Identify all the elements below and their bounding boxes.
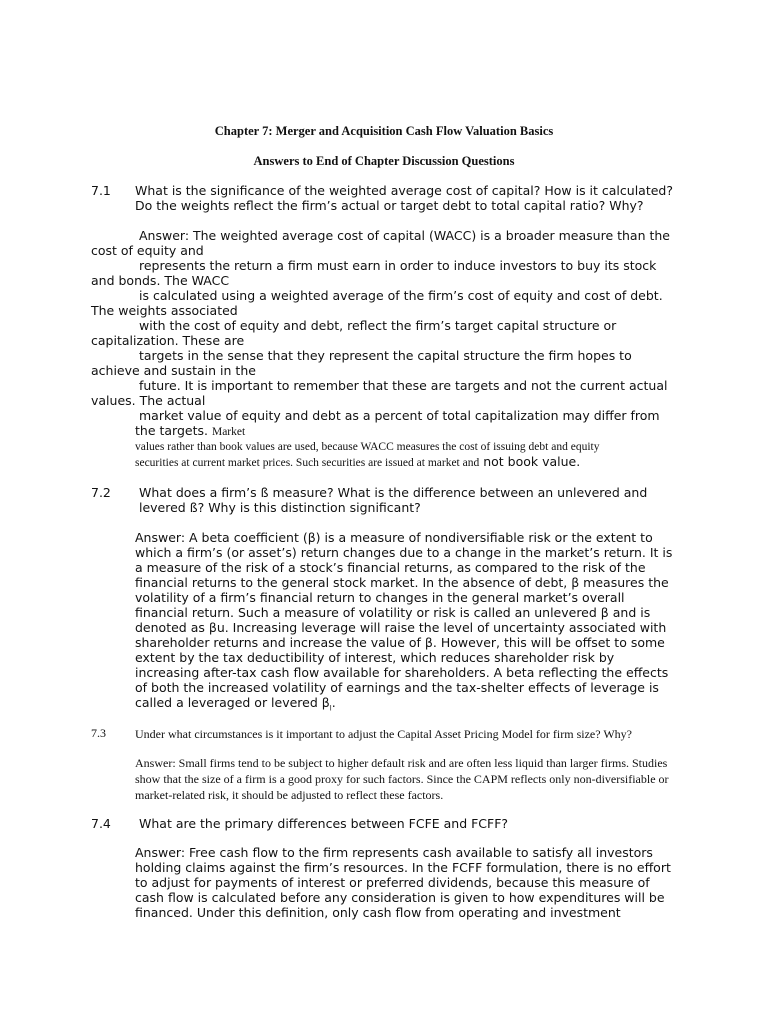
answer-7-1-line-13: market value of equity and debt as a percent of total capitalization may differ from: [139, 408, 660, 423]
answer-7-1-small-line-1: values rather than book values are used, because WACC measures the cost of issuing debt and equity: [135, 441, 600, 453]
chapter-title: Chapter 7: Merger and Acquisition Cash Flow Valuation Basics: [214, 124, 554, 138]
answer-7-3: Answer: Small firms tend to be subject to higher default risk and are often less liquid than larger firms. Studies show that the size of a firm is a good proxy for such factors. Since the CAPM reflects only non-diversifiable or market-related risk, it should be adjusted to reflect these factors.: [135, 756, 669, 802]
question-7-3: Under what circumstances is it important to adjust the Capital Asset Pricing Model for firm size? Why?: [135, 727, 632, 741]
question-7-2: What does a firm’s ß measure? What is the difference between an unlevered and levered ß? Why is this distinction significant?: [139, 485, 648, 515]
answer-7-2-subscript: l: [329, 704, 332, 713]
answer-7-1-line-6: The weights associated: [91, 303, 238, 318]
answer-7-2: [135, 530, 680, 717]
answer-7-1-end: not book value.: [483, 454, 581, 469]
question-7-1: [135, 183, 695, 213]
answer-7-1-line-14-text: the targets.: [135, 423, 208, 438]
answer-7-1-tail-small: Market: [211, 426, 246, 438]
question-number-7-2: 7.2: [91, 485, 111, 500]
answer-7-1-line-1: Answer: The weighted average cost of capital (WACC) is a broader measure than the: [139, 228, 670, 243]
answer-7-1-line-2: cost of equity and: [91, 243, 204, 258]
answer-7-1-line-11: future. It is important to remember that these are targets and not the current actual: [139, 378, 668, 393]
answer-7-4: Answer: Free cash flow to the firm represents cash available to satisfy all investors holding claims against the firm’s resources. In the FCFF formulation, there is no effort to adjust for payments of interest or preferred dividends, because this measure of cash flow is calculated before any consideration is given to how expenditures will be financed. Under this definition, only cash flow from operating and investment: [135, 845, 671, 920]
question-number-7-1: 7.1: [91, 183, 111, 198]
answer-7-1-line-3: represents the return a firm must earn in order to induce investors to buy its stock: [139, 258, 657, 273]
question-7-4: What are the primary differences between FCFE and FCFF?: [139, 816, 509, 831]
answer-7-1-line-7: with the cost of equity and debt, reflect the firm’s target capital structure or: [139, 318, 617, 333]
answer-7-1-line-8: capitalization. These are: [91, 333, 245, 348]
answer-7-1-line-9: targets in the sense that they represent the capital structure the firm hopes to: [139, 348, 632, 363]
answer-7-1-line-14: [91, 423, 691, 440]
answer-7-2-text: Answer: A beta coefficient (β) is a measure of nondiversifiable risk or the extent to which a firm’s (or asset’s) return changes due to a change in the market’s return. It is a measure of the risk of a stock’s financial returns, as compared to the risk of the financial returns to the general stock market. In the absence of debt, β measures the volatility of a firm’s financial return to changes in the general market’s overall financial return. Such a measure of volatility or risk is called an unlevered β and is denoted as βu. Increasing leverage will raise the level of uncertainty associated with shareholder returns and increase the value of β. However, this will be offset to some extent by the tax deductibility of interest, which reduces shareholder risk by increasing after-tax cash flow available for shareholders. A beta reflecting the effects of both the increased volatility of earnings and the tax-shelter effects of leverage is called a leveraged or levered β: [135, 530, 673, 710]
answer-7-2-end: .: [331, 695, 336, 710]
question-number-7-4: 7.4: [91, 816, 111, 831]
section-subtitle: Answers to End of Chapter Discussion Questions: [253, 154, 515, 168]
answer-7-1-line-final: [91, 454, 691, 471]
question-7-1-line-1: What is the significance of the weighted average cost of capital? How is it calculated?: [135, 183, 673, 198]
question-number-7-3: 7.3: [91, 726, 106, 740]
question-7-1-line-2: Do the weights reflect the firm’s actual or target debt to total capital ratio? Why?: [135, 198, 644, 213]
answer-7-1-line-12: values. The actual: [91, 393, 206, 408]
answer-7-1-line-5: is calculated using a weighted average of the firm’s cost of equity and cost of debt.: [139, 288, 663, 303]
answer-7-1: [91, 228, 691, 471]
answer-7-1-line-10: achieve and sustain in the: [91, 363, 256, 378]
answer-7-1-small-line-2: securities at current market prices. Such securities are issued at market and: [135, 457, 480, 469]
answer-7-1-line-4: and bonds. The WACC: [91, 273, 230, 288]
